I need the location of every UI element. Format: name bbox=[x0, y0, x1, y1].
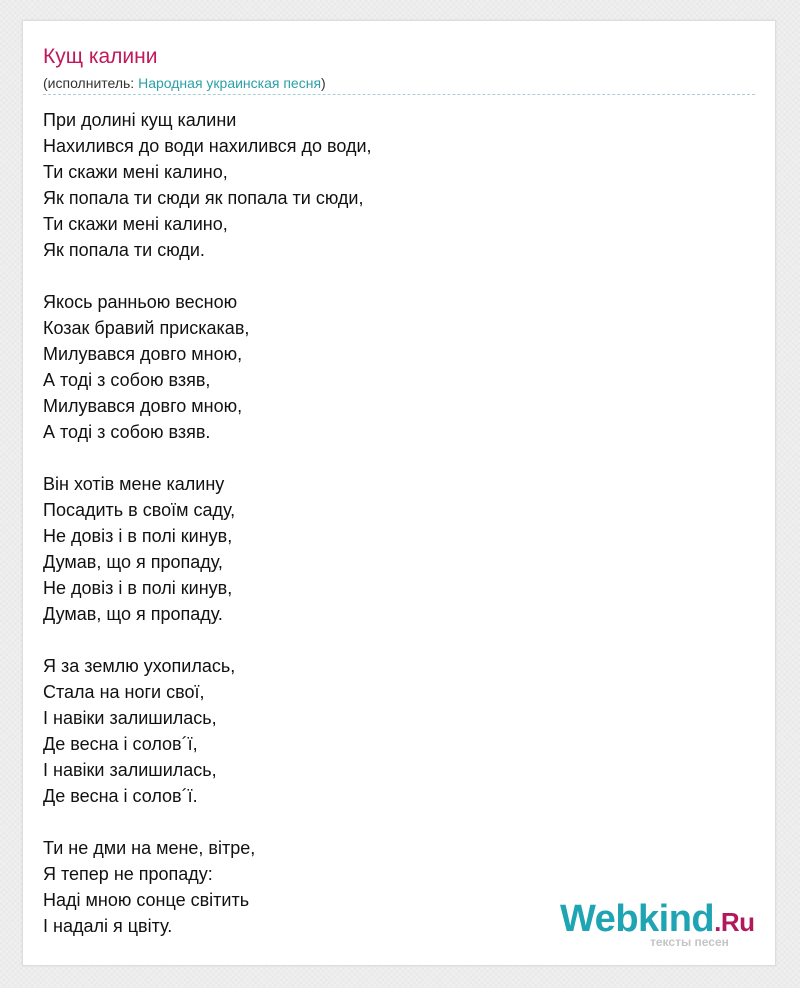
lyrics-body bbox=[43, 107, 755, 965]
lyric-line: Ти скажи мені калино, bbox=[43, 214, 228, 234]
lyric-line: Стала на ноги свої, bbox=[43, 682, 205, 702]
artist-link[interactable]: Народная украинская песня bbox=[138, 75, 322, 91]
artist-line bbox=[43, 74, 326, 92]
lyric-line: І надалі я цвіту. bbox=[43, 916, 173, 936]
lyric-line: Де весна і солов´ї, bbox=[43, 734, 198, 754]
lyric-line: Не довіз і в полі кинув, bbox=[43, 526, 233, 546]
lyric-line: Наді мною сонце світить bbox=[43, 890, 250, 910]
lyric-line: Якось ранньою весною bbox=[43, 292, 238, 312]
lyric-line: Посадить в своїм саду, bbox=[43, 500, 236, 520]
lyric-line: Де весна і солов´ї. bbox=[43, 786, 198, 806]
lyric-line: І навіки залишилась, bbox=[43, 708, 217, 728]
lyric-line: Він хотів мене калину bbox=[43, 474, 225, 494]
webkind-logo[interactable] bbox=[560, 898, 755, 958]
lyric-line: При долині кущ калини bbox=[43, 110, 237, 130]
lyric-line: Козак бравий прискакав, bbox=[43, 318, 250, 338]
artist-prefix: (исполнитель: bbox=[43, 75, 139, 91]
artist-suffix: ) bbox=[321, 75, 326, 91]
lyrics-stanza bbox=[43, 653, 755, 809]
lyric-line: Як попала ти сюди як попала ти сюди, bbox=[43, 188, 364, 208]
lyric-line: Я тепер не пропаду: bbox=[43, 864, 213, 884]
lyrics-stanza bbox=[43, 107, 755, 263]
brand-tld: .Ru bbox=[714, 907, 755, 937]
song-title: Кущ калини bbox=[43, 45, 158, 68]
lyric-line: Думав, що я пропаду. bbox=[43, 604, 223, 624]
lyric-line: Нахилився до води нахилився до води, bbox=[43, 136, 372, 156]
lyric-line: Милувався довго мною, bbox=[43, 344, 243, 364]
lyric-line: Не довіз і в полі кинув, bbox=[43, 578, 233, 598]
lyric-line: А тоді з собою взяв. bbox=[43, 422, 211, 442]
header-divider bbox=[43, 94, 755, 95]
lyric-line: І навіки залишилась, bbox=[43, 760, 217, 780]
lyric-line: Думав, що я пропаду, bbox=[43, 552, 223, 572]
lyric-line: Як попала ти сюди. bbox=[43, 240, 205, 260]
brand-name-text: Webkind bbox=[560, 898, 715, 940]
lyric-line: Я за землю ухопилась, bbox=[43, 656, 236, 676]
lyrics-stanza bbox=[43, 471, 755, 627]
lyrics-stanza bbox=[43, 289, 755, 445]
brand-tagline: тексты песен bbox=[650, 935, 729, 949]
lyric-line: Ти скажи мені калино, bbox=[43, 162, 228, 182]
lyric-line: Милувався довго мною, bbox=[43, 396, 243, 416]
lyric-line: А тоді з собою взяв, bbox=[43, 370, 211, 390]
lyrics-card bbox=[22, 20, 776, 966]
lyric-line: Ти не дми на мене, вітре, bbox=[43, 838, 256, 858]
